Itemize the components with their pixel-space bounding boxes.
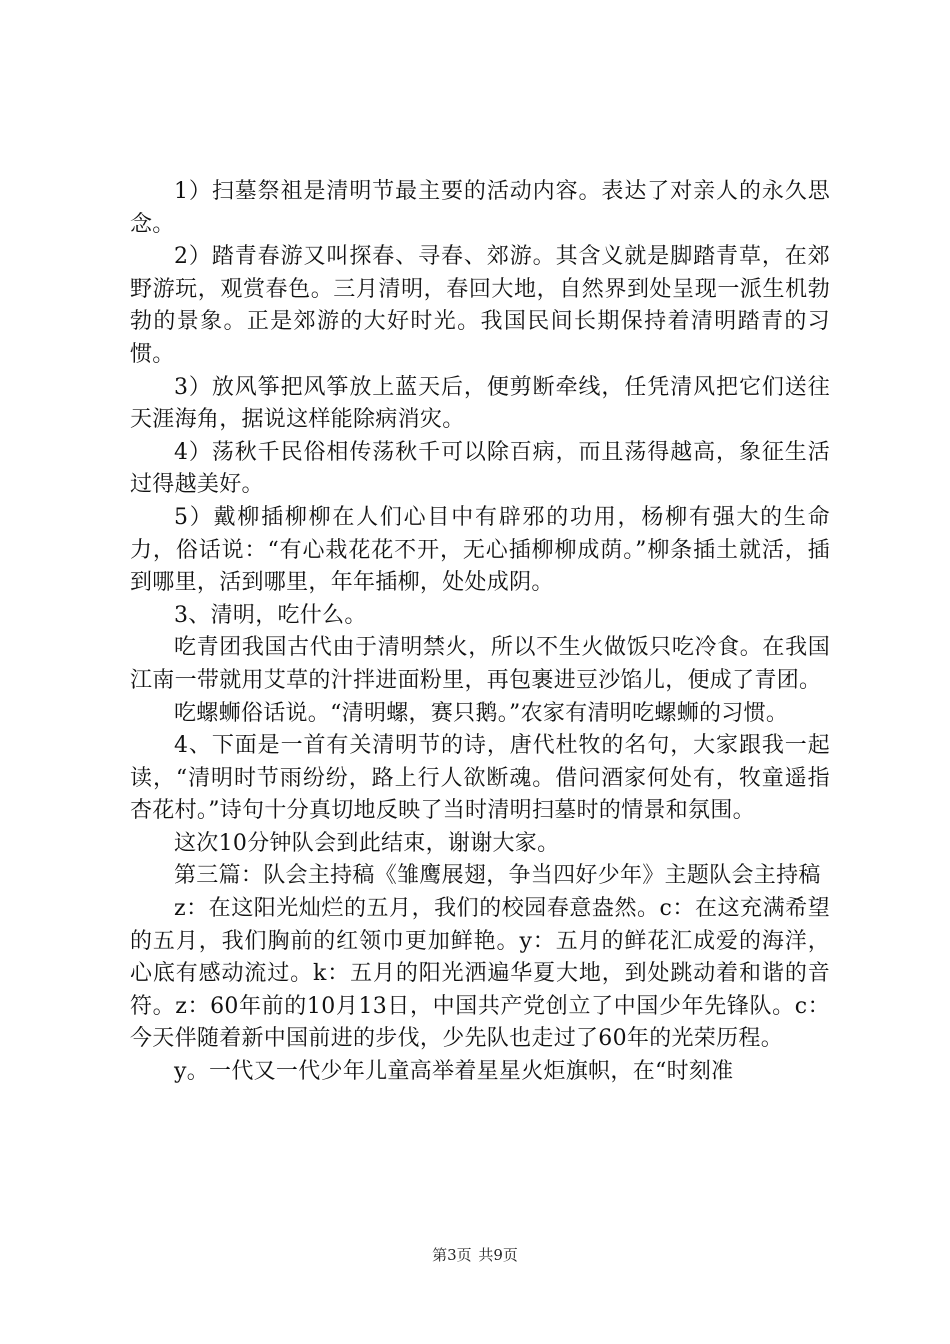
page-footer — [0, 1244, 950, 1265]
paragraph-willow: 5）戴柳插柳柳在人们心目中有辟邪的功用，杨柳有强大的生命力，俗话说：“有心栽花花不开，无心插柳柳成荫。”柳条插土就活，插到哪里，活到哪里，年年插柳，处处成阴。 — [130, 504, 830, 596]
paragraph-poem: 4、下面是一首有关清明节的诗，唐代杜牧的名句，大家跟我一起读，“清明时节雨纷纷，路上行人欲断魂。借问酒家何处有，牧童遥指杏花村。”诗句十分真切地反映了当时清明扫墓时的情景和氛围。 — [130, 733, 830, 824]
paragraph-continued: y。一代又一代少年儿童高举着星星火炬旗帜，在“时刻准 — [174, 1059, 734, 1085]
page-total: 共9页 — [478, 1246, 518, 1264]
paragraph-snails: 吃螺蛳俗话说。“清明螺，赛只鹅。”农家有清明吃螺蛳的习惯。 — [174, 700, 789, 726]
document-body — [130, 176, 830, 1089]
paragraph-spring-outing: 2）踏青春游又叫探春、寻春、郊游。其含义就是脚踏青草，在郊野游玩，观赏春色。三月清明，春回大地，自然界到处呈现一派生机勃勃的景象。正是郊游的大好时光。我国民间长期保持着清明踏青的习惯。 — [130, 244, 830, 367]
paragraph-qingtuan: 吃青团我国古代由于清明禁火，所以不生火做饭只吃冷食。在我国江南一带就用艾草的汁拌进面粉里，再包裹进豆沙馅儿，便成了青团。 — [130, 635, 830, 693]
paragraph-kite-flying: 3）放风筝把风筝放上蓝天后，便剪断牵线，任凭清风把它们送往天涯海角，据说这样能除病消灾。 — [130, 374, 830, 433]
paragraph-tomb-sweeping: 1）扫墓祭祖是清明节最主要的活动内容。表达了对亲人的永久思念。 — [130, 179, 830, 237]
chapter-title: 第三篇：队会主持稿《雏鹰展翅，争当四好少年》主题队会主持稿 — [174, 863, 821, 889]
section-heading-food: 3、清明，吃什么。 — [174, 602, 367, 628]
paragraph-host-dialogue: z：在这阳光灿烂的五月，我们的校园春意盎然。c：在这充满希望的五月，我们胸前的红领巾更加鲜艳。y：五月的鲜花汇成爱的海洋，心底有感动流过。k：五月的阳光洒遍华夏大地，到处跳动着和谐的音符。z：60年前的10月13日，中国共产党创立了中国少年先锋队。c：今天伴随着新中国前进的步伐，少先队也走过了60年的光荣历程。 — [130, 896, 830, 1052]
paragraph-closing: 这次10分钟队会到此结束，谢谢大家。 — [174, 830, 560, 856]
page-number: 第3页 — [432, 1246, 472, 1264]
paragraph-swing: 4）荡秋千民俗相传荡秋千可以除百病，而且荡得越高，象征生活过得越美好。 — [130, 439, 830, 498]
